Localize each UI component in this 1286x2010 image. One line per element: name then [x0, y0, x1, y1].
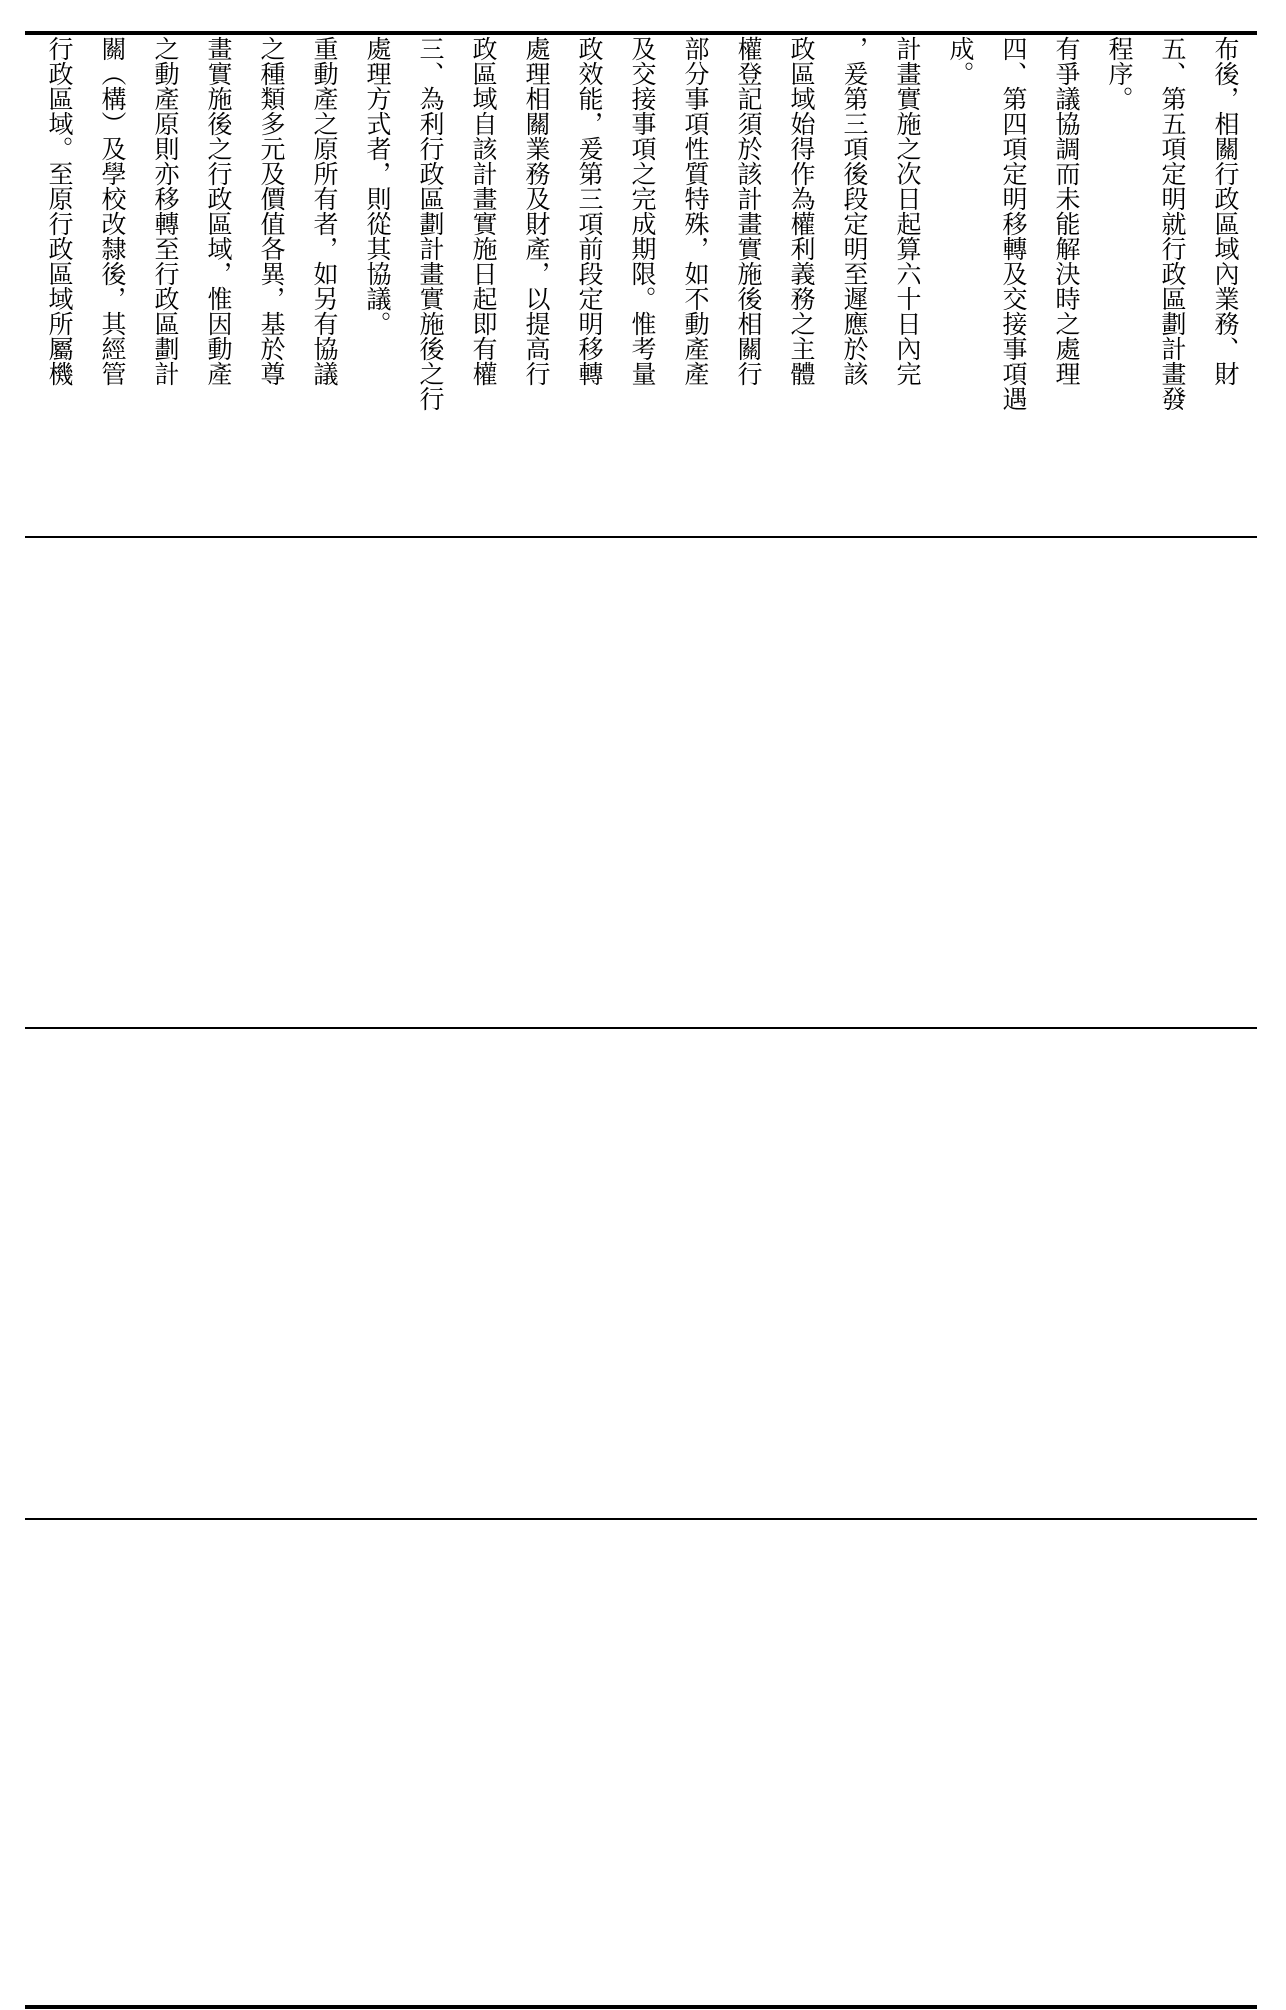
text-column: 行政區域。至原行政區域所屬機 — [45, 36, 74, 386]
section-divider — [25, 1518, 1257, 1520]
text-column: 處理相關業務及財產，以提高行 — [522, 36, 551, 386]
text-column: 成。 — [946, 36, 975, 86]
text-column: 重動產之原所有者，如另有協議 — [310, 36, 339, 386]
bottom-rule — [25, 2005, 1257, 2009]
text-column: 五、第五項定明就行政區劃計畫發 — [1158, 36, 1187, 411]
text-column: 政效能，爰第三項前段定明移轉 — [575, 36, 604, 386]
text-column: ，爰第三項後段定明至遲應於該 — [840, 36, 869, 386]
text-column: 部分事項性質特殊，如不動產產 — [681, 36, 710, 386]
text-column: 程序。 — [1105, 36, 1134, 111]
text-column: 計畫實施之次日起算六十日內完 — [893, 36, 922, 386]
text-column: 及交接事項之完成期限。惟考量 — [628, 36, 657, 386]
text-column: 政區域自該計畫實施日起即有權 — [469, 36, 498, 386]
text-column: 布後，相關行政區域內業務、財 — [1211, 36, 1240, 386]
top-rule — [25, 31, 1257, 35]
text-column: 四、第四項定明移轉及交接事項遇 — [999, 36, 1028, 411]
text-column: 之種類多元及價值各異，基於尊 — [257, 36, 286, 386]
text-column: 關（構）及學校改隸後，其經管 — [98, 36, 127, 386]
text-column: 之動產原則亦移轉至行政區劃計 — [151, 36, 180, 386]
text-column: 有爭議協調而未能解決時之處理 — [1052, 36, 1081, 386]
text-column: 權登記須於該計畫實施後相關行 — [734, 36, 763, 386]
section-divider — [25, 536, 1257, 538]
text-column: 處理方式者，則從其協議。 — [363, 36, 392, 336]
text-column: 政區域始得作為權利義務之主體 — [787, 36, 816, 386]
vertical-text-block — [42, 36, 1261, 502]
section-divider — [25, 1027, 1257, 1029]
text-column: 畫實施後之行政區域，惟因動產 — [204, 36, 233, 386]
text-column: 三、為利行政區劃計畫實施後之行 — [416, 36, 445, 411]
